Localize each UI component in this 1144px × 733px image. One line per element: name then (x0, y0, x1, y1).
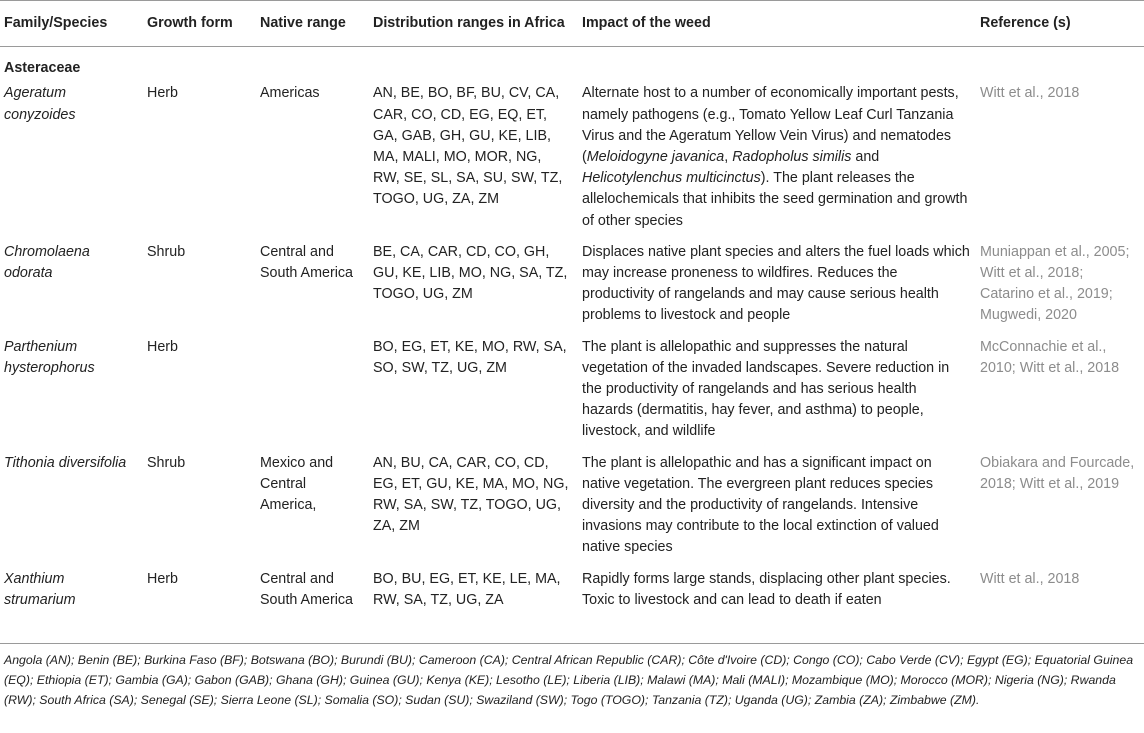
header-growth-form: Growth form (143, 1, 256, 47)
growth-form: Herb (147, 338, 178, 355)
species-name: Tithonia diversifolia (4, 454, 127, 471)
header-family-species: Family/Species (0, 1, 143, 47)
header-distribution: Distribution ranges in Africa (369, 1, 578, 47)
reference-link[interactable]: Witt et al., 2018 (980, 85, 1080, 102)
family-row (0, 47, 1144, 82)
table-row (0, 567, 1144, 619)
growth-form: Shrub (147, 243, 186, 260)
table-body (0, 47, 1144, 619)
growth-form: Herb (147, 570, 178, 587)
native-range (256, 335, 369, 451)
native-range: Central and South America (260, 243, 353, 282)
impact: Rapidly forms large stands, displacing other plant species. Toxic to livestock and can lead to death if eaten (582, 570, 951, 608)
header-row (0, 1, 1144, 47)
species-name: Parthenium hysterophorus (4, 338, 95, 376)
native-range: Central and South America (260, 570, 353, 608)
table-row (0, 81, 1144, 239)
table-row (0, 240, 1144, 335)
table-row (0, 335, 1144, 451)
header-native-range: Native range (256, 1, 369, 47)
family-name: Asteraceae (4, 60, 81, 77)
header-reference: Reference (s) (976, 1, 1144, 47)
growth-form: Shrub (147, 454, 186, 471)
distribution: AN, BU, CA, CAR, CO, CD, EG, ET, GU, KE, MA, MO, NG, RW, SA, SW, TZ, TOGO, UG, ZA, ZM (373, 454, 569, 535)
reference-link[interactable]: McConnachie et al., 2010; Witt et al., 2018 (980, 338, 1120, 376)
table-header (0, 1, 1144, 47)
table-footnote: Angola (AN); Benin (BE); Burkina Faso (BF); Botswana (BO); Burundi (BU); Cameroon (CA); Central African Republic (CAR); Côte d'Ivoire (CD); Congo (CO); Cabo Verde (CV); Egypt (EG); Equatorial Guinea (EQ); Ethiopia (ET); Gambia (GA); Gabon (GAB); Ghana (GH); Guinea (GU); Kenya (KE); Lesotho (LE); Liberia (LIB); Malawi (MA); Mali (MALI); Mozambique (MO); Morocco (MOR); Nigeria (NG); Rwanda (RW); South Africa (SA); Senegal (SE); Sierra Leone (SL); Somalia (SO); Sudan (SU); Swaziland (SW); Togo (TOGO); Tanzania (TZ); Uganda (UG); Zambia (ZA); Zimbabwe (ZM). (4, 653, 1134, 707)
distribution: AN, BE, BO, BF, BU, CV, CA, CAR, CO, CD, EG, EQ, ET, GA, GAB, GH, GU, KE, LIB, MA, MALI, MO, MOR, NG, RW, SE, SL, SA, SU, SW, TZ, TOGO, UG, ZA, ZM (373, 85, 563, 208)
native-range: Mexico and Central America, (260, 454, 334, 514)
table-row (0, 451, 1144, 567)
distribution: BE, CA, CAR, CD, CO, GH, GU, KE, LIB, MO, NG, SA, TZ, TOGO, UG, ZM (373, 243, 568, 303)
impact: The plant is allelopathic and has a significant impact on native vegetation. The evergreen plant reduces species diversity and the productivity of rangelands. Intensive invasions may contribute to the local extinction of valued native species (582, 454, 939, 556)
distribution: BO, BU, EG, ET, KE, LE, MA, RW, SA, TZ, UG, ZA (373, 570, 561, 608)
distribution: BO, EG, ET, KE, MO, RW, SA, SO, SW, TZ, UG, ZM (373, 338, 567, 376)
species-name: Ageratum conyzoides (4, 85, 76, 123)
impact: Alternate host to a number of economically important pests, namely pathogens (e.g., Tomato Yellow Leaf Curl Tanzania Virus and the Ageratum Yellow Vein Virus) and nematodes (Meloidogyne javanica, Radopholus similis and Helicotylenchus multicinctus). The plant releases the allelochemicals that inhibits the seed germination and growth of other species (582, 85, 968, 229)
species-name: Xanthium strumarium (4, 570, 76, 608)
impact: The plant is allelopathic and suppresses the natural vegetation of the invaded landscapes. Severe reduction in the productivity of rangelands and has serious health hazards (dermatitis, hay fever, and asthma) to people, livestock, and wildlife (582, 338, 950, 440)
reference-link[interactable]: Muniappan et al., 2005; Witt et al., 2018; Catarino et al., 2019; Mugwedi, 2020 (980, 243, 1130, 324)
native-range: Americas (260, 85, 320, 102)
table-bottom-rule (0, 643, 1144, 644)
reference-link[interactable]: Obiakara and Fourcade, 2018; Witt et al., 2019 (980, 454, 1135, 492)
header-impact: Impact of the weed (578, 1, 976, 47)
reference-link[interactable]: Witt et al., 2018 (980, 570, 1080, 587)
growth-form: Herb (147, 85, 178, 102)
impact: Displaces native plant species and alters the fuel loads which may increase proneness to wildfires. Reduces the productivity of rangelands and may cause serious health problems to livestock and people (582, 243, 970, 324)
species-name: Chromolaena odorata (4, 243, 90, 282)
